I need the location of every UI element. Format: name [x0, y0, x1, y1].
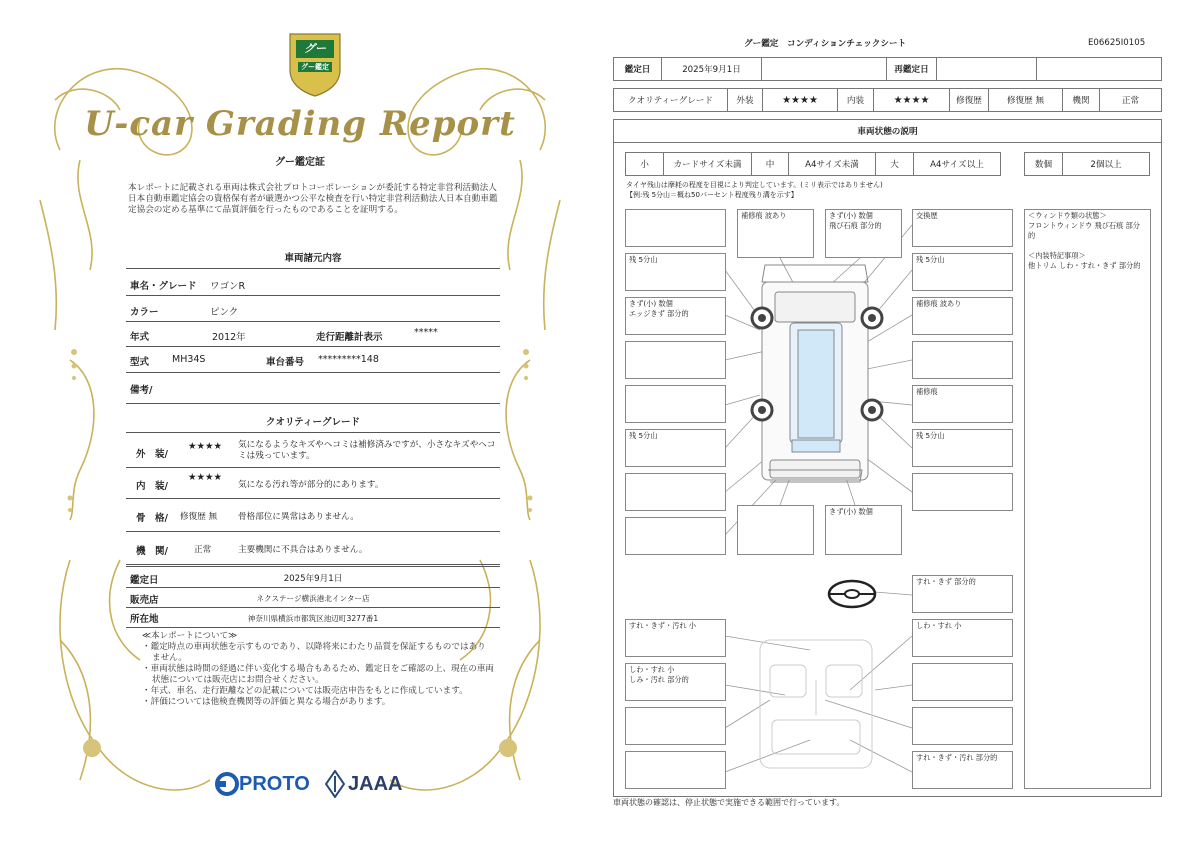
int-box	[625, 707, 726, 745]
note-item: ・評価については他検査機関等の評価と異なる場合があります。	[142, 697, 391, 707]
quality-heading: クオリティーグレード	[265, 417, 361, 428]
ext-box-rear-1	[737, 505, 814, 555]
note-item: ・鑑定時点の車両状態を示すものであり、以降将来にわたり品質を保証するものではありません。	[142, 642, 486, 663]
jaaa-logo-text: JAAA	[348, 773, 403, 795]
engine-value-cell: 正常	[1099, 88, 1162, 112]
exterior-desc: 気になるようなキズやヘコミは補修済みですが、小さなキズやヘコミは残っています。	[238, 440, 496, 461]
ext-box	[625, 517, 726, 555]
frame-desc: 骨格部位に異常はありません。	[238, 512, 359, 522]
color-value: ピンク	[210, 307, 239, 318]
address-label: 所在地	[130, 614, 159, 625]
ext-box-right-1: 残 5分山	[912, 253, 1013, 291]
ext-box-left-5: 残 5分山	[625, 429, 726, 467]
address-value: 神奈川県横浜市都筑区池辺町3277番1	[247, 614, 379, 623]
proto-logo-text: PROTO	[239, 773, 310, 795]
ext-box	[625, 385, 726, 423]
name-value: ワゴンR	[210, 281, 246, 292]
reinspect-label-cell: 再鑑定日	[886, 57, 937, 81]
emblem-mark: グー	[304, 42, 326, 55]
ext-box	[912, 473, 1013, 511]
repair-label-cell: 修復歴	[949, 88, 989, 112]
int-box-steering: すれ・きず 部分的	[912, 575, 1013, 613]
tire-note-2: 【例:残 5分山＝概ね50パーセント程度残り溝を示す】	[626, 191, 798, 199]
odometer-value: *****	[414, 327, 438, 338]
color-label: カラー	[130, 307, 159, 318]
note-item: ・車両状態は時間の経過に伴い変化する場合もあるため、鑑定日をご確認の上、現在の車両状態については販売店にお問合せください。	[142, 664, 495, 685]
exterior-grade: ★★★★	[188, 441, 223, 452]
shop-value: ネクステージ横浜港北インター店	[256, 594, 370, 603]
legend-small: 小	[625, 152, 664, 176]
chassis-value: *********148	[318, 354, 379, 365]
ext-box-right-5: 残 5分山	[912, 429, 1013, 467]
ext-box	[625, 341, 726, 379]
specs-heading: 車両諸元内容	[284, 253, 342, 264]
quality-grade-label: クオリティーグレード	[613, 88, 728, 112]
condition-heading: 車両状態の説明	[613, 119, 1162, 143]
blank-cell	[1036, 57, 1162, 81]
shop-label: 販売店	[130, 595, 159, 606]
legend-medium: 中	[751, 152, 789, 176]
certificate-title: グー鑑定証	[275, 157, 325, 168]
sheet-title: グー鑑定 コンディションチェックシート	[744, 39, 907, 49]
ext-box-front-right: 交換歴	[912, 209, 1013, 247]
year-label: 年式	[130, 332, 150, 343]
legend-large-desc: A4サイズ以上	[913, 152, 1001, 176]
sheet-footer: 車両状態の確認は、停止状態で実施できる範囲で行っています。	[613, 798, 845, 807]
report-title: U-car Grading Report	[84, 104, 516, 144]
notes-title: ≪本レポートについて≫	[142, 631, 238, 641]
exterior-label-cell: 外装	[727, 88, 763, 112]
date-label: 鑑定日	[130, 575, 159, 586]
date-value-cell: 2025年9月1日	[661, 57, 762, 81]
engine-grade: 正常	[194, 545, 212, 555]
exterior-grade-cell: ★★★★	[762, 88, 838, 112]
int-box-left-1: すれ・きず・汚れ 小	[625, 619, 726, 657]
int-box-left-2: しわ・すれ 小 しみ・汚れ 部分的	[625, 663, 726, 701]
model-label: 型式	[130, 357, 150, 368]
int-box-right-1: しわ・すれ 小	[912, 619, 1013, 657]
ext-box-front-2: きず(小) 数個 飛び石痕 部分的	[825, 209, 902, 258]
emblem-label: グー鑑定	[301, 63, 329, 71]
notes-panel: ＜ウィンドウ類の状態＞ フロントウィンドウ 飛び石痕 部分的 ＜内装特記事項＞ 他トリム しわ・すれ・きず 部分的	[1024, 209, 1151, 789]
year-value: 2012年	[212, 332, 246, 343]
ext-box	[625, 209, 726, 247]
name-label: 車名・グレード	[130, 281, 197, 292]
interior-grade-cell: ★★★★	[873, 88, 950, 112]
repair-value-cell: 修復歴 無	[988, 88, 1063, 112]
int-box	[912, 663, 1013, 701]
sheet-id: E06625I0105	[1088, 38, 1146, 48]
odometer-label: 走行距離計表示	[316, 332, 383, 343]
tire-note-1: タイヤ残山は摩耗の程度を目視により判定しています。(ミリ表示ではありません)	[626, 181, 883, 189]
interior-label-cell: 内装	[837, 88, 874, 112]
legend-large: 大	[875, 152, 914, 176]
frame-grade: 修復歴 無	[180, 512, 218, 522]
engine-label-cell: 機関	[1062, 88, 1100, 112]
ext-box-left-1: 残 5分山	[625, 253, 726, 291]
ext-box-rear-2: きず(小) 数個	[825, 505, 902, 555]
note-item: ・年式、車名、走行距離などの記載については販売店申告をもとに作成しています。	[142, 686, 468, 696]
steering-wheel-icon	[829, 581, 875, 607]
engine-desc: 主要機関に不具合はありません。	[238, 545, 368, 555]
ext-box-right-2: 補修痕 波あり	[912, 297, 1013, 335]
int-box	[625, 751, 726, 789]
exterior-label: 外 装/	[136, 449, 168, 460]
int-box	[912, 707, 1013, 745]
frame-label: 骨 格/	[136, 513, 168, 524]
ext-box-left-2: きず(小) 数個 エッジきず 部分的	[625, 297, 726, 335]
remarks-label: 備考/	[130, 385, 153, 396]
model-value: MH34S	[172, 354, 206, 365]
intro-text: 本レポートに記載される車両は株式会社プロトコーポレーションが委託する特定非営利活動法人日本自動車鑑定協会の資格保有者が厳選かつ公平な検査を行い特定非営利活動法人日本自動車鑑定協会の定める基準にて品質評価を行ったものであることを証明する。	[128, 183, 498, 216]
ext-box-front-1: 補修痕 波あり	[737, 209, 814, 258]
ext-box	[912, 341, 1013, 379]
engine-label: 機 関/	[136, 546, 168, 557]
legend-count: 数個	[1024, 152, 1063, 176]
legend-medium-desc: A4サイズ未満	[788, 152, 876, 176]
chassis-label: 車台番号	[266, 357, 305, 368]
ext-box	[625, 473, 726, 511]
int-box-right-bottom: すれ・きず・汚れ 部分的	[912, 751, 1013, 789]
date-label-cell: 鑑定日	[613, 57, 662, 81]
legend-small-desc: カードサイズ未満	[663, 152, 752, 176]
legend-count-desc: 2個以上	[1062, 152, 1150, 176]
interior-desc: 気になる汚れ等が部分的にあります。	[238, 480, 384, 490]
interior-grade: ★★★★	[188, 472, 223, 483]
interior-label: 内 装/	[136, 481, 168, 492]
ext-box-right-4: 補修痕	[912, 385, 1013, 423]
date-value: 2025年9月1日	[283, 574, 343, 584]
